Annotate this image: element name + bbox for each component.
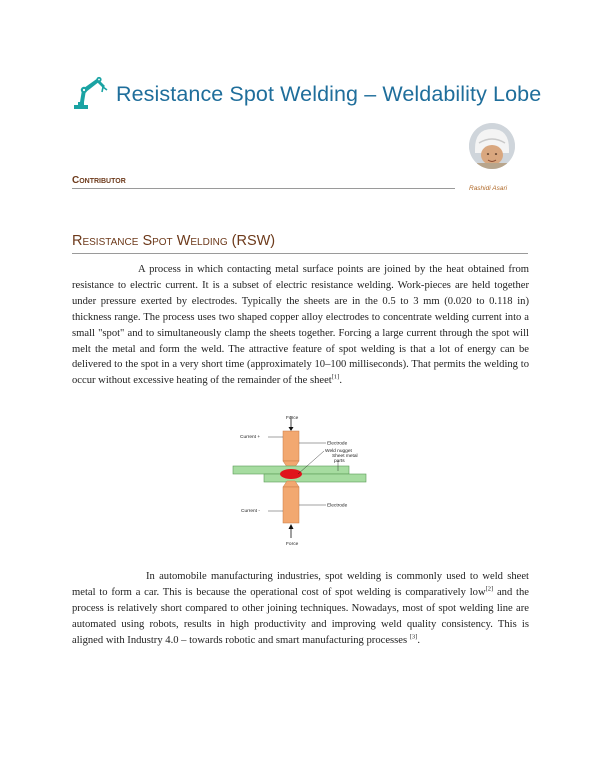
paragraph-automotive-text-a: In automobile manufacturing industries, spot welding is commonly used to weld sheet metal to form a car. This is because the operational cost of spot welding is comparatively low: [72, 571, 529, 598]
section-heading: Resistance Spot Welding (RSW): [72, 233, 276, 249]
paragraph-automotive-end: .: [417, 634, 421, 646]
figure-label-force-bottom: Force: [286, 542, 299, 547]
contributor-name: Rashidi Asari: [469, 185, 508, 192]
citation-3[interactable]: [3]: [409, 633, 418, 641]
figure-label-current-bottom: Current -: [241, 509, 260, 514]
figure-label-force-top: Force: [286, 416, 299, 421]
figure-label-weld-nugget: Weld nugget: [325, 449, 352, 454]
figure-label-electrode-top: Electrode: [327, 441, 348, 447]
page-title: Resistance Spot Welding – Weldability Lobe: [116, 82, 542, 106]
figure-label-current-top: Current +: [240, 435, 261, 440]
paragraph-intro-end: .: [339, 375, 342, 387]
paragraph-automotive: [72, 569, 529, 649]
contributor-heading: Contributor: [72, 175, 126, 186]
avatar: [469, 123, 515, 169]
paragraph-intro: [72, 262, 529, 389]
section-divider: [72, 253, 528, 254]
citation-2[interactable]: [2]: [485, 585, 494, 593]
spot-welding-figure: [228, 413, 372, 553]
paragraph-intro-text: A process in which contacting metal surface points are joined by the heat obtained from resistance to electric current. It is a subset of electric resistance welding. Work-pieces are held together under pressure exerted by electrodes. Typically the sheets are in the 0.5 to 3 mm (0.020 to 0.118 in) thickness range. The process uses two shaped copper alloy electrodes to concentrate welding current into a small "spot" and to simultaneously clamp the sheets together. Forcing a large current through the spot will melt the metal and form the weld. The attractive feature of spot welding is that a lot of energy can be delivered to the spot in a very short time (approximately 10–100 milliseconds). That permits the welding to occur without excessive heating of the remainder of the sheet: [72, 264, 529, 387]
contributor-photo: [469, 123, 515, 169]
robot-arm-icon: [72, 72, 112, 112]
figure-label-electrode-bottom: Electrode: [327, 503, 348, 509]
paragraph-automotive-text-b: and the process is relatively short compared to other joining techniques. Nowadays, most of spot welding line are automated using robots, results in high productivity and improving weld quality consistency. This is aligned with Industry 4.0 – towards robotic and smart manufacturing processes: [72, 586, 529, 646]
title-row: [72, 72, 542, 116]
figure-label-sheet-metal: Sheet metal: [332, 454, 358, 459]
spot-welding-diagram: [228, 413, 372, 553]
contributor-divider: [72, 188, 455, 189]
figure-label-parts: parts: [334, 459, 345, 464]
citation-1[interactable]: [1]: [331, 373, 340, 381]
